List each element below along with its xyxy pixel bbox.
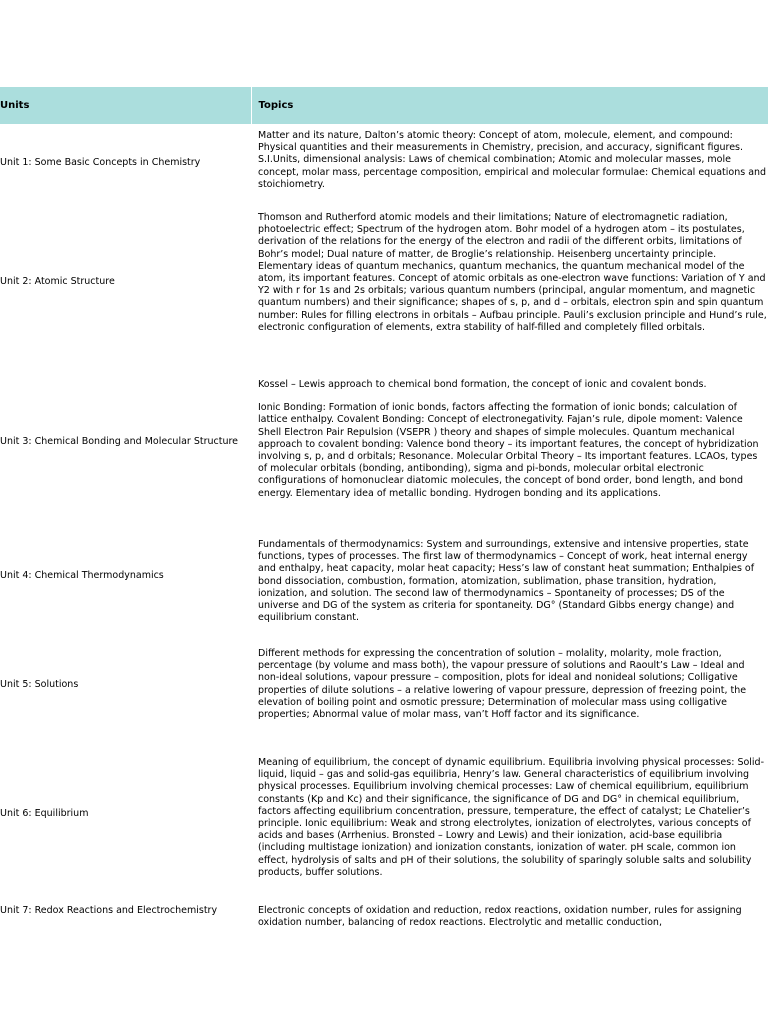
unit-topics	[251, 203, 768, 362]
topic-paragraph: Meaning of equilibrium, the concept of dynamic equilibrium. Equilibria involving physical processes: Solid-liquid, liquid – gas and solid-gas equilibria, Henry’s law. General characteristics of equilibrium involving physical processes. Equilibrium involving chemical processes: Law of chemical equilibrium, equilibrium constants (Kp and Kc) and their significance, the significance of DG and DG° in chemical equilibrium, factors affecting equilibrium concentration, pressure, temperature, the effect of catalyst; Le Chatelier’s principle. Ionic equilibrium: Weak and strong electrolytes, ionization of electrolytes, various concepts of acids and bases (Arrhenius. Bronsted – Lowry and Lewis) and their ionization, acid-base equilibria (including multistage ionization) and ionization constants, ionization of water. pH scale, common ion effect, hydrolysis of salts and pH of their solutions, the solubility of sparingly soluble salts and solubility products, buffer solutions.	[258, 757, 765, 878]
unit-topics	[251, 740, 768, 889]
unit-name: Unit 1: Some Basic Concepts in Chemistry	[0, 157, 201, 169]
unit-topics	[251, 362, 768, 522]
topic-paragraph: Kossel – Lewis approach to chemical bond formation, the concept of ionic and covalent bonds.	[258, 379, 707, 390]
unit-topics	[251, 522, 768, 631]
table-body	[0, 124, 768, 949]
unit-name: Unit 6: Equilibrium	[0, 808, 89, 820]
unit-name: Unit 3: Chemical Bonding and Molecular Structure	[0, 435, 239, 447]
topics-column-header: Topics	[251, 87, 768, 124]
table-row	[0, 203, 768, 362]
unit-name: Unit 4: Chemical Thermodynamics	[0, 570, 164, 582]
table-row	[0, 362, 768, 522]
table-row	[0, 889, 768, 949]
unit-name: Unit 2: Atomic Structure	[0, 276, 115, 288]
topic-paragraph: Matter and its nature, Dalton’s atomic theory: Concept of atom, molecule, element, and compound: Physical quantities and their measurements in Chemistry, precision, and accuracy, significant figures. S.I.Units, dimensional analysis: Laws of chemical combination; Atomic and molecular masses, mole concept, molar mass, percentage composition, empirical and molecular formulae: Chemical equations and stoichiometry.	[258, 130, 767, 190]
table-row	[0, 522, 768, 631]
unit-topics	[251, 889, 768, 949]
table-row	[0, 740, 768, 889]
table-row	[0, 124, 768, 203]
table-header	[0, 87, 768, 124]
topic-paragraph: Ionic Bonding: Formation of ionic bonds, factors affecting the formation of ionic bonds; calculation of lattice enthalpy. Covalent Bonding: Concept of electronegativity. Fajan’s rule, dipole moment: Valence Shell Electron Pair Repulsion (VSEPR ) theory and shapes of simple molecules. Quantum mechanical approach to covalent bonding: Valence bond theory – its important features, the concept of hybridization involving s, p, and d orbitals; Resonance. Molecular Orbital Theory – Its important features. LCAOs, types of molecular orbitals (bonding, antibonding), sigma and pi-bonds, molecular orbital electronic configurations of homonuclear diatomic molecules, the concept of bond order, bond length, and bond energy. Elementary idea of metallic bonding. Hydrogen bonding and its applications.	[258, 402, 759, 499]
syllabus-table	[0, 87, 768, 949]
table-row	[0, 631, 768, 740]
unit-name: Unit 7: Redox Reactions and Electrochemistry	[0, 905, 218, 916]
topic-paragraph: Electronic concepts of oxidation and reduction, redox reactions, oxidation number, rules for assigning oxidation number, balancing of redox reactions. Electrolytic and metallic conduction,	[258, 905, 742, 929]
header-row	[0, 87, 768, 124]
topic-paragraph: Fundamentals of thermodynamics: System and surroundings, extensive and intensive properties, state functions, types of processes. The first law of thermodynamics – Concept of work, heat internal energy and enthalpy, heat capacity, molar heat capacity; Hess’s law of constant heat summation; Enthalpies of bond dissociation, combustion, formation, atomization, sublimation, phase transition, hydration, ionization, and solution. The second law of thermodynamics – Spontaneity of processes; DS of the universe and DG of the system as criteria for spontaneity. DG° (Standard Gibbs energy change) and equilibrium constant.	[258, 539, 755, 624]
syllabus-document	[0, 87, 768, 949]
unit-name: Unit 5: Solutions	[0, 679, 79, 691]
units-column-header: Units	[0, 87, 251, 124]
unit-topics	[251, 631, 768, 740]
topic-paragraph: Thomson and Rutherford atomic models and their limitations; Nature of electromagnetic radiation, photoelectric effect; Spectrum of the hydrogen atom. Bohr model of a hydrogen atom – its postulates, derivation of the relations for the energy of the electron and radii of the different orbits, limitations of Bohr’s model; Dual nature of matter, de Broglie’s relationship. Heisenberg uncertainty principle. Elementary ideas of quantum mechanics, quantum mechanics, the quantum mechanical model of the atom, its important features. Concept of atomic orbitals as one-electron wave functions: Variation of Y and Y2 with r for 1s and 2s orbitals; various quantum numbers (principal, angular momentum, and magnetic quantum numbers) and their significance; shapes of s, p, and d – orbitals, electron spin and spin quantum number: Rules for filling electrons in orbitals – Aufbau principle. Pauli’s exclusion principle and Hund’s rule, electronic configuration of elements, extra stability of half-filled and completely filled orbitals.	[258, 212, 767, 333]
topic-paragraph: Different methods for expressing the concentration of solution – molality, molarity, mole fraction, percentage (by volume and mass both), the vapour pressure of solutions and Raoult’s Law – Ideal and non-ideal solutions, vapour pressure – composition, plots for ideal and nonideal solutions; Colligative properties of dilute solutions – a relative lowering of vapour pressure, depression of freezing point, the elevation of boiling point and osmotic pressure; Determination of molecular mass using colligative properties; Abnormal value of molar mass, van’t Hoff factor and its significance.	[258, 648, 747, 721]
unit-topics	[251, 124, 768, 203]
